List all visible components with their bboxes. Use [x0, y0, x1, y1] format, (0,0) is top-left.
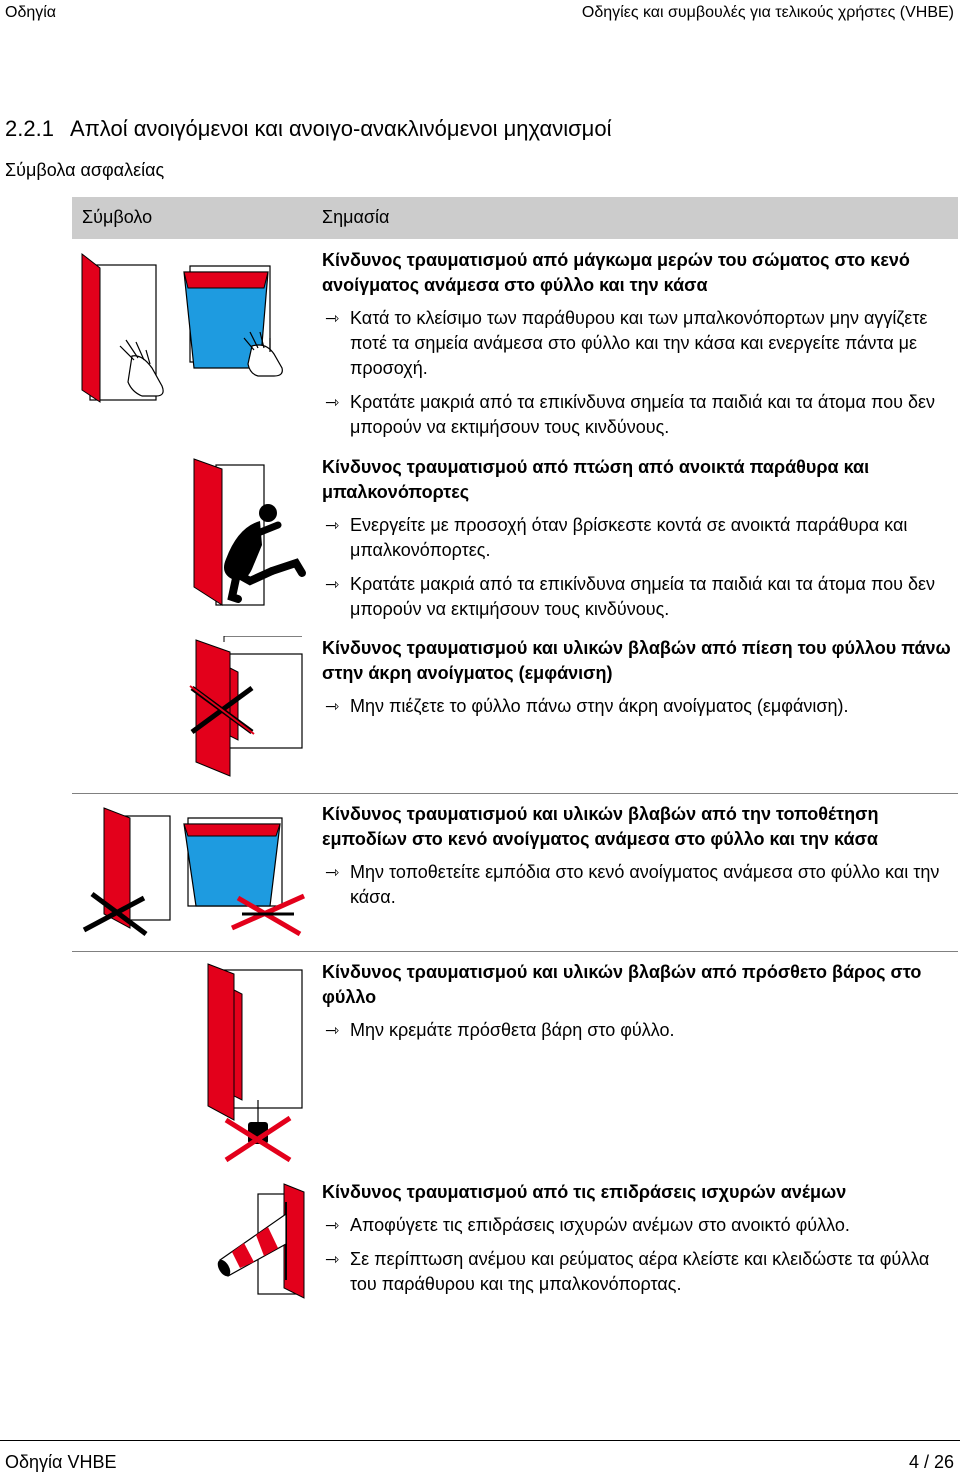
arrow-right-icon: ⇾ [325, 393, 340, 412]
falling-person-icon [72, 455, 312, 620]
instruction-text: Κρατάτε μακριά από τα επικίνδυνα σημεία τα παιδιά και τα άτομα που δεν μπορούν να εκτιμήσουν τους κινδύνους. [350, 574, 936, 619]
arrow-right-icon: ⇾ [325, 697, 340, 716]
footer-rule [0, 1440, 960, 1441]
hazard-title: Κίνδυνος τραυματισμού και υλικών βλαβών από πίεση του φύλλου πάνω στην άκρη ανοίγματος (εμφάνιση) [322, 638, 951, 683]
instruction-item [322, 860, 952, 910]
instruction-item [322, 1213, 952, 1238]
page-number: 4 / 26 [908, 1452, 954, 1472]
table-caption: Σύμβολα ασφαλείας [5, 160, 165, 180]
instruction-text: Μην κρεμάτε πρόσθετα βάρη στο φύλλο. [350, 1020, 675, 1040]
instruction-item [322, 1247, 952, 1297]
row-divider [72, 951, 958, 952]
column-header-symbol: Σύμβολο [82, 207, 153, 227]
column-header-meaning: Σημασία [322, 207, 390, 227]
instruction-item [322, 694, 952, 719]
hazard-title: Κίνδυνος τραυματισμού και υλικών βλαβών από την τοποθέτηση εμποδίων στο κενό ανοίγματος ανάμεσα στο φύλλο και την κάσα [322, 804, 879, 849]
hazard-title: Κίνδυνος τραυματισμού από μάγκωμα μερών του σώματος στο κενό ανοίγματος ανάμεσα στο φύλλο και την κάσα [322, 250, 910, 295]
instruction-text: Μην πιέζετε το φύλλο πάνω στην άκρη ανοίγματος (εμφάνιση). [350, 696, 849, 716]
instruction-item [322, 572, 952, 622]
instruction-text: Μην τοποθετείτε εμπόδια στο κενό ανοίγματος ανάμεσα στο φύλλο και την κάσα. [350, 862, 940, 907]
arrow-right-icon: ⇾ [325, 863, 340, 882]
arrow-right-icon: ⇾ [325, 1216, 340, 1235]
instruction-text: Σε περίπτωση ανέμου και ρεύματος αέρα κλείστε και κλειδώστε τα φύλλα του παράθυρου και της μπαλκονόπορτας. [350, 1249, 930, 1294]
section-title: Απλοί ανοιγόμενοι και ανοιγο-ανακλινόμενοι μηχανισμοί [69, 116, 612, 141]
arrow-right-icon: ⇾ [325, 1250, 340, 1269]
arrow-right-icon: ⇾ [325, 1021, 340, 1040]
instruction-item [322, 1018, 952, 1043]
no-pressing-sash-icon [72, 636, 312, 791]
instruction-text: Κρατάτε μακριά από τα επικίνδυνα σημεία τα παιδιά και τα άτομα που δεν μπορούν να εκτιμήσουν τους κινδύνους. [350, 392, 936, 437]
hazard-title: Κίνδυνος τραυματισμού από πτώση από ανοικτά παράθυρα και μπαλκονόπορτες [322, 457, 870, 502]
hazard-title: Κίνδυνος τραυματισμού από τις επιδράσεις ισχυρών ανέμων [322, 1182, 847, 1202]
instruction-text: Κατά το κλείσιμο των παράθυρου και των μπαλκονόπορτων μην αγγίζετε ποτέ τα σημεία ανάμεσα στο φύλλο και την κάσα και ενεργείτε πάντα με προσοχή. [350, 308, 928, 378]
instruction-text: Ενεργείτε με προσοχή όταν βρίσκεστε κοντά σε ανοικτά παράθυρα και μπαλκονόπορτες. [350, 515, 908, 560]
instruction-item [322, 513, 952, 563]
instruction-item [322, 390, 952, 440]
windsock-icon [72, 1180, 312, 1305]
section-heading [5, 116, 611, 142]
instruction-item [322, 306, 952, 381]
hazard-title: Κίνδυνος τραυματισμού και υλικών βλαβών από πρόσθετο βάρος στο φύλλο [322, 962, 922, 1007]
arrow-right-icon: ⇾ [325, 516, 340, 535]
page-header-right: Οδηγίες και συμβουλές για τελικούς χρήστες (VHBE) [581, 4, 954, 21]
no-obstacles-icon [72, 802, 312, 947]
section-number: 2.2.1 [5, 116, 54, 141]
instruction-text: Αποφύγετε τις επιδράσεις ισχυρών ανέμων στο ανοικτό φύλλο. [350, 1215, 850, 1235]
row-divider [72, 793, 958, 794]
page-footer-left: Οδηγία VHBE [5, 1452, 117, 1472]
no-hanging-weight-icon [72, 960, 312, 1175]
pinch-hazard-icon [72, 250, 312, 415]
page-header-left: Οδηγία [5, 4, 57, 21]
arrow-right-icon: ⇾ [325, 309, 340, 328]
table-header [72, 197, 958, 239]
arrow-right-icon: ⇾ [325, 575, 340, 594]
